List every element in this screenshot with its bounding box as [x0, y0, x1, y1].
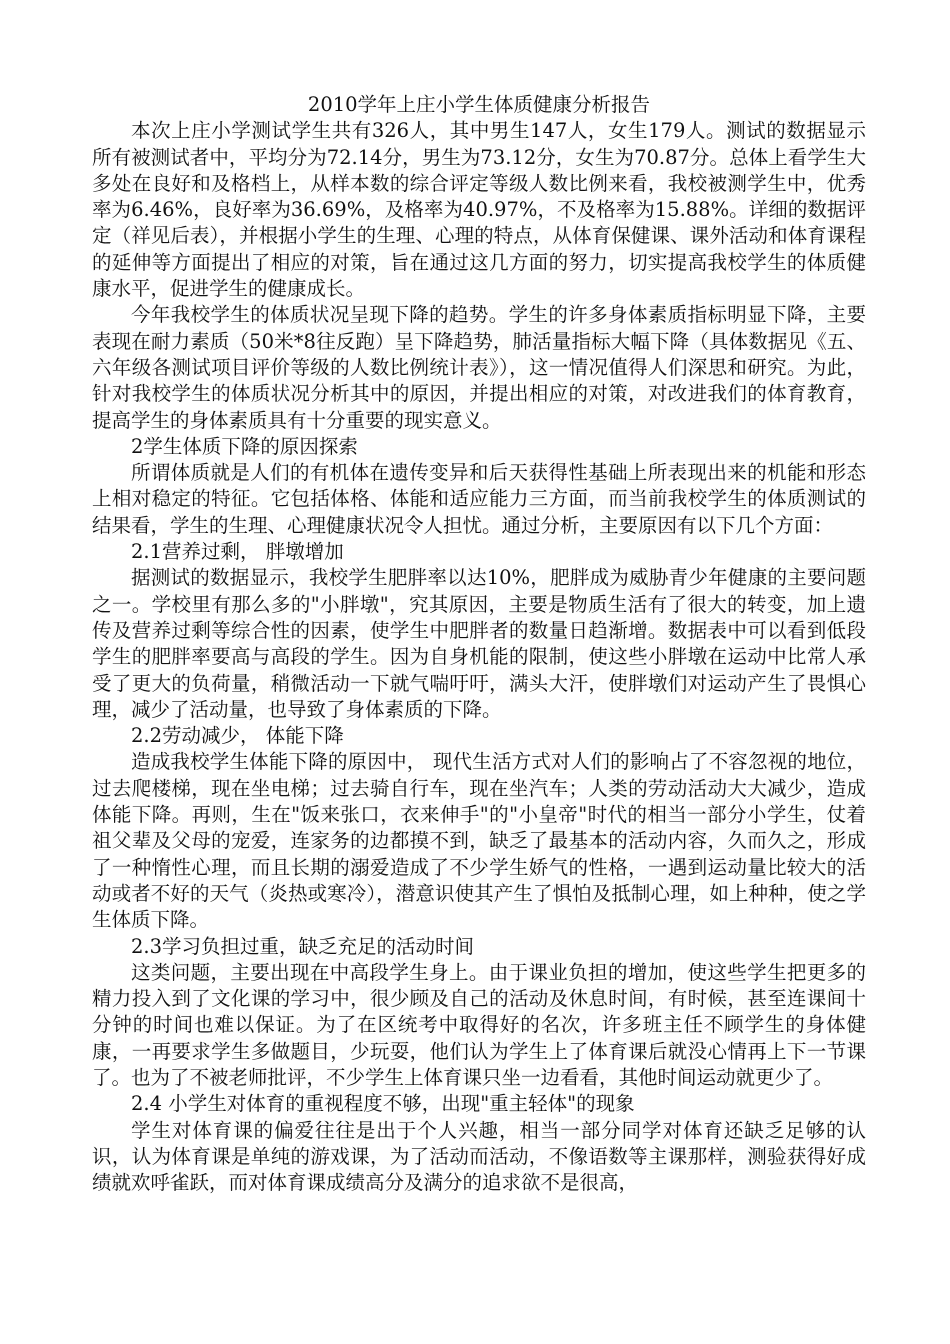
section-heading-2-2: 2.2劳动减少， 体能下降	[131, 724, 344, 748]
paragraph-labor: 造成我校学生体能下降的原因中， 现代生活方式对人们的影响占了不容忽视的地位，过去爬楼梯，现在坐电梯；过去骑自行车，现在坐汽车；人类的劳动活动大大减少，造成体能下降。再则，生在"饭来张口，衣来伸手"的"小皇帝"时代的相当一部分小学生，仗着祖父辈及父母的宠爱，连家务的边都摸不到，缺乏了最基本的活动内容，久而久之，形成了一种惰性心理，而且长期的溺爱造成了不少学生娇气的性格，一遇到运动量比较大的活动或者不好的天气（炎热或寒冷），潜意识使其产生了惧怕及抵制心理，如上种种，使之学生体质下降。	[92, 750, 866, 932]
document-page	[92, 92, 866, 1196]
section-heading-2-4: 2.4 小学生对体育的重视程度不够，出现"重主轻体"的现象	[131, 1092, 635, 1116]
paragraph-study-burden: 这类问题，主要出现在中高段学生身上。由于课业负担的增加，使这些学生把更多的精力投入到了文化课的学习中，很少顾及自己的活动及休息时间，有时候，甚至连课间十分钟的时间也难以保证。为了在区统考中取得好的名次，许多班主任不顾学生的身体健康，一再要求学生多做题目，少玩耍，他们认为学生上了体育课后就没心情再上下一节课了。也为了不被老师批评，不少学生上体育课只坐一边看看，其他时间运动就更少了。	[92, 960, 866, 1089]
paragraph-attitude: 学生对体育课的偏爱往往是出于个人兴趣，相当一部分同学对体育还缺乏足够的认识，认为体育课是单纯的游戏课，为了活动而活动，不像语数等主课那样，测验获得好成绩就欢呼雀跃，而对体育课成绩高分及满分的追求欲不是很高，	[92, 1118, 866, 1195]
paragraph-obesity: 据测试的数据显示，我校学生肥胖率以达10%，肥胖成为威胁青少年健康的主要问题之一。学校里有那么多的"小胖墩"，究其原因，主要是物质生活有了很大的转变，加上遗传及营养过剩等综合性的因素，使学生中肥胖者的数量日趋渐增。数据表中可以看到低段学生的肥胖率要高与高段的学生。因为自身机能的限制，使这些小胖墩在运动中比常人承受了更大的负荷量，稍微活动一下就气喘吁吁，满头大汗，使胖墩们对运动产生了畏惧心理，减少了活动量，也导致了身体素质的下降。	[92, 566, 866, 721]
section-heading-2-3: 2.3学习负担过重，缺乏充足的活动时间	[131, 934, 475, 958]
document-title: 2010学年上庄小学生体质健康分析报告	[307, 93, 651, 116]
section-heading-2-1: 2.1营养过剩， 胖墩增加	[131, 540, 344, 564]
paragraph-intro: 本次上庄小学测试学生共有326人，其中男生147人，女生179人。测试的数据显示所有被测试者中，平均分为72.14分，男生为73.12分，女生为70.87分。总体上看学生大多处在良好和及格档上，从样本数的综合评定等级人数比例来看，我校被测学生中，优秀率为6.46%，良好率为36.69%，及格率为40.97%，不及格率为15.88%。详细的数据评定（祥见后表），并根据小学生的生理、心理的特点，从体育保健课、课外活动和体育课程的延伸等方面提出了相应的对策，旨在通过这几方面的努力，切实提高我校学生的体质健康水平，促进学生的健康成长。	[92, 119, 866, 301]
section-heading-causes: 2学生体质下降的原因探索	[131, 434, 358, 458]
paragraph-constitution: 所谓体质就是人们的有机体在遗传变异和后天获得性基础上所表现出来的机能和形态上相对稳定的特征。它包括体格、体能和适应能力三方面，而当前我校学生的体质测试的结果看，学生的生理、心理健康状况令人担忧。通过分析，主要原因有以下几个方面：	[92, 461, 866, 537]
paragraph-trend: 今年我校学生的体质状况呈现下降的趋势。学生的许多身体素质指标明显下降，主要表现在耐力素质（50米*8往反跑）呈下降趋势，肺活量指标大幅下降（具体数据见《五、六年级各测试项目评价等级的人数比例统计表》），这一情况值得人们深思和研究。为此，针对我校学生的体质状况分析其中的原因，并提出相应的对策，对改进我们的体育教育，提高学生的身体素质具有十分重要的现实意义。	[92, 303, 866, 432]
